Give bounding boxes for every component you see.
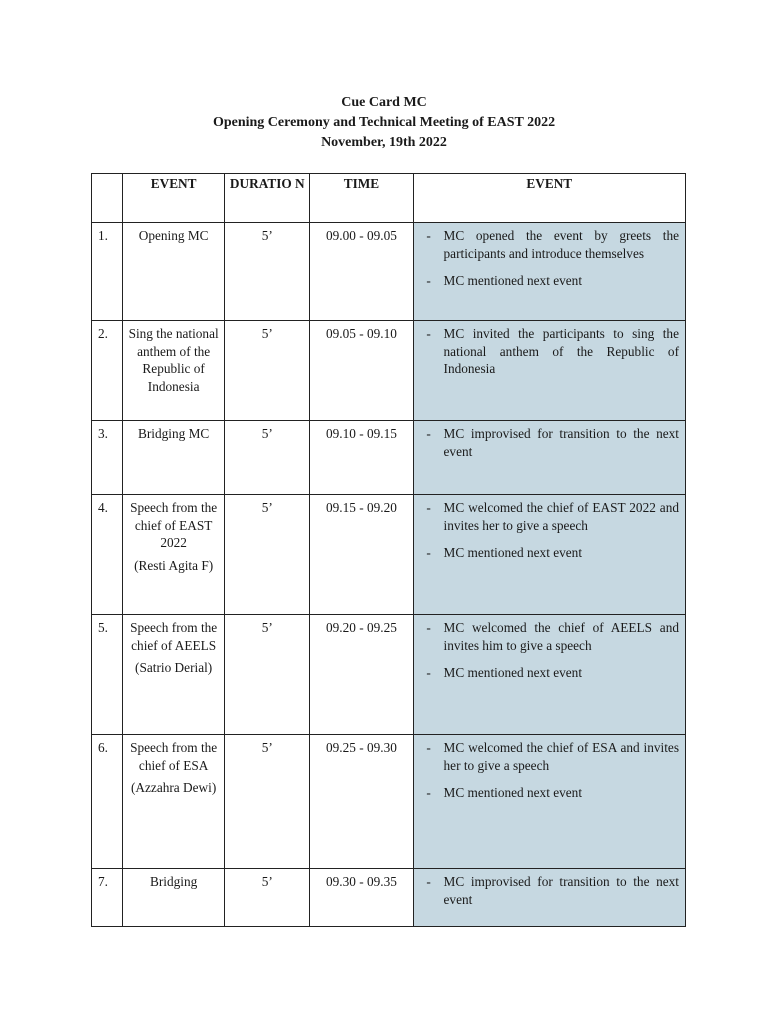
doc-date: November, 19th 2022: [321, 135, 447, 150]
row-duration: 5’: [225, 735, 310, 869]
table-row: [92, 495, 686, 615]
row-event-name: Speech from the chief of EAST 2022: [130, 500, 218, 550]
dash-bullet-icon: -: [426, 500, 431, 515]
row-time: 09.25 - 09.30: [310, 735, 413, 869]
table-row: [92, 421, 686, 495]
note-item: [414, 739, 679, 774]
doc-title: Cue Card MC: [341, 95, 427, 110]
note-item: [414, 272, 679, 290]
row-event: [123, 615, 225, 735]
row-number: 5.: [92, 615, 123, 735]
row-number: 6.: [92, 735, 123, 869]
col-header-duration: DURATIO N: [225, 174, 310, 223]
note-text: MC mentioned next event: [443, 273, 583, 288]
row-number: 4.: [92, 495, 123, 615]
note-text: MC mentioned next event: [443, 665, 583, 680]
row-notes: [413, 223, 685, 321]
note-item: [414, 873, 679, 908]
note-text: MC opened the event by greets the participants and introduce themselves: [443, 228, 679, 261]
table-body: [92, 223, 686, 927]
dash-bullet-icon: -: [426, 665, 431, 680]
note-item: [414, 784, 679, 802]
row-number: 7.: [92, 869, 123, 927]
row-notes: [413, 735, 685, 869]
row-event: [123, 869, 225, 927]
row-duration: 5’: [225, 421, 310, 495]
row-notes: [413, 421, 685, 495]
col-header-number: [92, 174, 123, 223]
doc-subtitle: Opening Ceremony and Technical Meeting of EAST 2022: [212, 115, 556, 130]
note-text: MC mentioned next event: [443, 545, 583, 560]
row-time: 09.05 - 09.10: [310, 321, 413, 421]
row-event: [123, 321, 225, 421]
dash-bullet-icon: -: [426, 874, 431, 889]
row-event-name: Speech from the chief of AEELS: [130, 620, 218, 653]
table-row: [92, 321, 686, 421]
note-item: [414, 499, 679, 534]
row-duration: 5’: [225, 615, 310, 735]
row-event: [123, 223, 225, 321]
row-duration: 5’: [225, 495, 310, 615]
col-header-event-detail: EVENT: [413, 174, 685, 223]
row-event: [123, 735, 225, 869]
dash-bullet-icon: -: [426, 785, 431, 800]
cue-card-table: [91, 173, 686, 927]
row-time: 09.20 - 09.25: [310, 615, 413, 735]
row-time: 09.15 - 09.20: [310, 495, 413, 615]
row-time: 09.10 - 09.15: [310, 421, 413, 495]
dash-bullet-icon: -: [426, 228, 431, 243]
row-event-name: Opening MC: [138, 228, 209, 243]
row-time: 09.30 - 09.35: [310, 869, 413, 927]
table-row: [92, 223, 686, 321]
note-text: MC mentioned next event: [443, 785, 583, 800]
note-item: [414, 619, 679, 654]
table-header-row: [92, 174, 686, 223]
row-event-person: (Azzahra Dewi): [130, 780, 217, 795]
note-text: MC improvised for transition to the next event: [443, 426, 679, 459]
document-header: [0, 93, 768, 153]
col-header-time: TIME: [310, 174, 413, 223]
note-text: MC improvised for transition to the next event: [443, 874, 679, 907]
row-event-person: (Resti Agita F): [134, 557, 214, 573]
row-event: [123, 421, 225, 495]
dash-bullet-icon: -: [426, 545, 431, 560]
dash-bullet-icon: -: [426, 273, 431, 288]
note-item: [414, 425, 679, 460]
table-row: [92, 869, 686, 927]
note-text: MC welcomed the chief of AEELS and invites him to give a speech: [443, 620, 679, 653]
note-item: [414, 664, 679, 682]
col-header-event: EVENT: [123, 174, 225, 223]
row-duration: 5’: [225, 321, 310, 421]
row-notes: [413, 495, 685, 615]
row-event-name: Bridging: [149, 874, 198, 889]
row-event-name: Sing the national anthem of the Republic of Indonesia: [128, 326, 219, 394]
row-notes: [413, 615, 685, 735]
row-event-person: (Satrio Derial): [135, 660, 213, 675]
dash-bullet-icon: -: [426, 740, 431, 755]
note-item: [414, 227, 679, 262]
dash-bullet-icon: -: [426, 620, 431, 635]
row-event: [123, 495, 225, 615]
row-event-name: Bridging MC: [137, 426, 210, 441]
dash-bullet-icon: -: [426, 426, 431, 441]
row-time: 09.00 - 09.05: [310, 223, 413, 321]
row-event-name: Speech from the chief of ESA: [130, 740, 218, 773]
note-text: MC welcomed the chief of ESA and invites her to give a speech: [443, 740, 679, 773]
note-item: [414, 544, 679, 562]
dash-bullet-icon: -: [426, 326, 431, 341]
row-number: 3.: [92, 421, 123, 495]
row-duration: 5’: [225, 223, 310, 321]
note-text: MC invited the participants to sing the national anthem of the Republic of Indonesia: [443, 326, 679, 376]
table-row: [92, 615, 686, 735]
row-notes: [413, 321, 685, 421]
table-row: [92, 735, 686, 869]
row-notes: [413, 869, 685, 927]
row-number: 1.: [92, 223, 123, 321]
row-duration: 5’: [225, 869, 310, 927]
note-item: [414, 325, 679, 378]
note-text: MC welcomed the chief of EAST 2022 and invites her to give a speech: [443, 500, 679, 533]
row-number: 2.: [92, 321, 123, 421]
